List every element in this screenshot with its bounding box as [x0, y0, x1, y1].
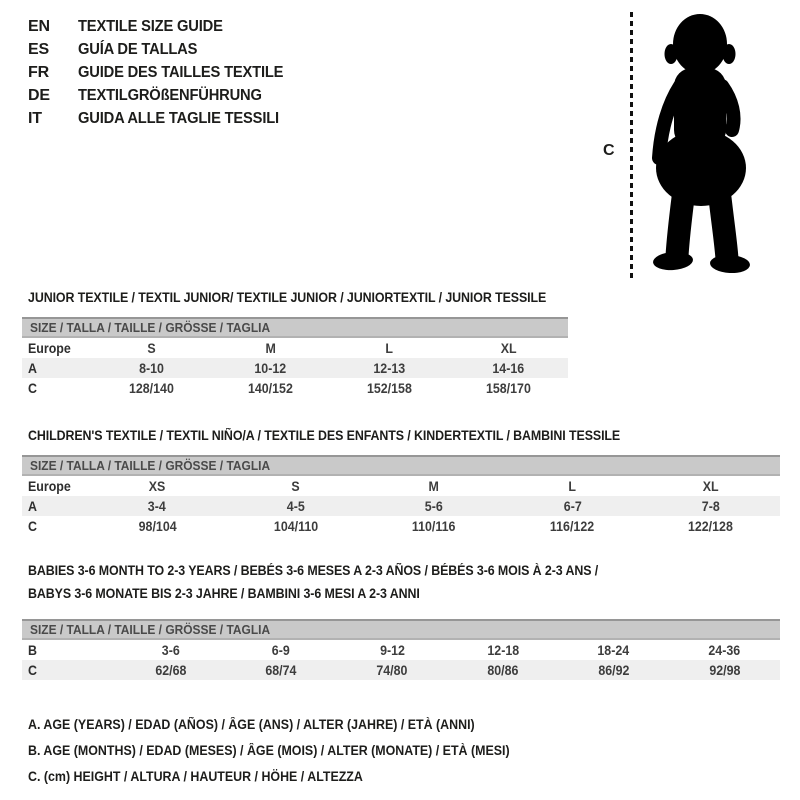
footnote-b: B. AGE (MONTHS) / EDAD (MESES) / ÂGE (MOIS) / ALTER (MONATE) / ETÀ (MESI) — [28, 743, 510, 758]
size-value-cell: 116/122 — [550, 518, 595, 534]
table-row — [22, 358, 568, 378]
size-value-cell: 12-13 — [373, 360, 406, 376]
language-code: FR — [28, 63, 49, 81]
size-value-cell: S — [291, 478, 300, 494]
size-header-bar: SIZE / TALLA / TAILLE / GRÖSSE / TAGLIA — [22, 317, 568, 338]
table-row — [22, 496, 780, 516]
size-value-cell: 8-10 — [139, 360, 164, 376]
size-value-cell: 14-16 — [492, 360, 525, 376]
language-code: DE — [28, 86, 50, 104]
size-value-cell: 24-36 — [708, 642, 741, 658]
size-value-cell: 128/140 — [129, 380, 174, 396]
footnote-a: A. AGE (YEARS) / EDAD (AÑOS) / ÂGE (ANS) / ALTER (JAHRE) / ETÀ (ANNI) — [28, 717, 475, 732]
size-value-cell: 6-9 — [272, 642, 291, 658]
size-value-cell: 68/74 — [265, 662, 297, 678]
language-title: GUÍA DE TALLAS — [78, 40, 198, 58]
size-value-cell: 104/110 — [273, 518, 318, 534]
size-value-cell: 9-12 — [379, 642, 405, 658]
size-value-cell: 62/68 — [154, 662, 186, 678]
size-value-cell: 3-4 — [148, 498, 167, 514]
size-value-cell: 152/158 — [367, 380, 412, 396]
size-value-cell: M — [428, 478, 440, 494]
row-label-cell: A — [28, 498, 37, 514]
babies-table — [22, 619, 780, 680]
table-row — [22, 640, 780, 660]
row-label-cell: B — [28, 642, 37, 658]
size-value-cell: 74/80 — [376, 662, 408, 678]
row-label-cell: C — [28, 380, 37, 396]
size-value-cell: M — [265, 340, 276, 356]
row-label-cell: Europe — [28, 340, 71, 356]
size-value-cell: XS — [148, 478, 166, 494]
footnotes — [28, 712, 551, 790]
size-value-cell: 18-24 — [597, 642, 630, 658]
size-value-cell: 5-6 — [424, 498, 443, 514]
size-value-cell: L — [568, 478, 577, 494]
language-title: GUIDE DES TAILLES TEXTILE — [78, 63, 284, 81]
size-value-cell: 80/86 — [487, 662, 519, 678]
size-value-cell: XL — [500, 340, 517, 356]
size-value-cell: 158/170 — [486, 380, 531, 396]
size-value-cell: 122/128 — [688, 518, 734, 534]
size-value-cell: XL — [702, 478, 719, 494]
size-value-cell: 4-5 — [286, 498, 305, 514]
language-title: GUIDA ALLE TAGLIE TESSILI — [78, 109, 279, 127]
toddler-figure — [0, 0, 800, 300]
size-value-cell: S — [147, 340, 156, 356]
table-row — [22, 660, 780, 680]
row-label-cell: C — [28, 518, 37, 534]
size-value-cell: 7-8 — [701, 498, 720, 514]
section-title-babies: BABIES 3-6 MONTH TO 2-3 YEARS / BEBÉS 3-6 MESES A 2-3 AÑOS / BÉBÉS 3-6 MOIS À 2-3 ANS / BABYS 3-6 MONATE BIS 2-3 JAHRE / BAMBINI 3-6 MESI A 2-3 ANNI — [28, 559, 648, 605]
size-value-cell: 3-6 — [161, 642, 180, 658]
children-table — [22, 455, 780, 536]
size-value-cell: 6-7 — [563, 498, 582, 514]
section-title-children: CHILDREN'S TEXTILE / TEXTIL NIÑO/A / TEXTILE DES ENFANTS / KINDERTEXTIL / BAMBINI TESSILE — [28, 428, 621, 443]
size-value-cell: 12-18 — [487, 642, 519, 658]
size-value-cell: 110/116 — [412, 518, 456, 534]
junior-table — [22, 317, 568, 398]
footnote-c: C. (cm) HEIGHT / ALTURA / HAUTEUR / HÖHE / ALTEZZA — [28, 769, 363, 784]
size-value-cell: 92/98 — [709, 662, 741, 678]
row-label-cell: A — [28, 360, 37, 376]
language-title: TEXTILE SIZE GUIDE — [78, 17, 223, 35]
table-row — [22, 338, 568, 358]
toddler-silhouette-icon — [644, 8, 764, 274]
size-header-bar: SIZE / TALLA / TAILLE / GRÖSSE / TAGLIA — [22, 619, 780, 640]
size-value-cell: L — [385, 340, 394, 356]
language-title: TEXTILGRÖßENFÜHRUNG — [78, 86, 262, 104]
section-title-babies-line2: BABYS 3-6 MONATE BIS 2-3 JAHRE / BAMBINI 3-6 MESI A 2-3 ANNI — [28, 586, 420, 601]
language-code: EN — [28, 17, 50, 35]
size-header-bar: SIZE / TALLA / TAILLE / GRÖSSE / TAGLIA — [22, 455, 780, 476]
size-value-cell: 98/104 — [138, 518, 177, 534]
size-value-cell: 86/92 — [598, 662, 630, 678]
row-label-cell: Europe — [28, 478, 71, 494]
table-row — [22, 378, 568, 398]
table-row — [22, 516, 780, 536]
height-label-c: C — [603, 142, 615, 159]
language-code: ES — [28, 40, 49, 58]
row-label-cell: C — [28, 662, 37, 678]
language-code: IT — [28, 109, 42, 127]
height-measure-dashed-line — [630, 12, 633, 278]
section-title-junior: JUNIOR TEXTILE / TEXTIL JUNIOR/ TEXTILE JUNIOR / JUNIORTEXTIL / JUNIOR TESSILE — [28, 290, 547, 305]
size-value-cell: 140/152 — [248, 380, 293, 396]
size-value-cell: 10-12 — [254, 360, 287, 376]
table-row — [22, 476, 780, 496]
